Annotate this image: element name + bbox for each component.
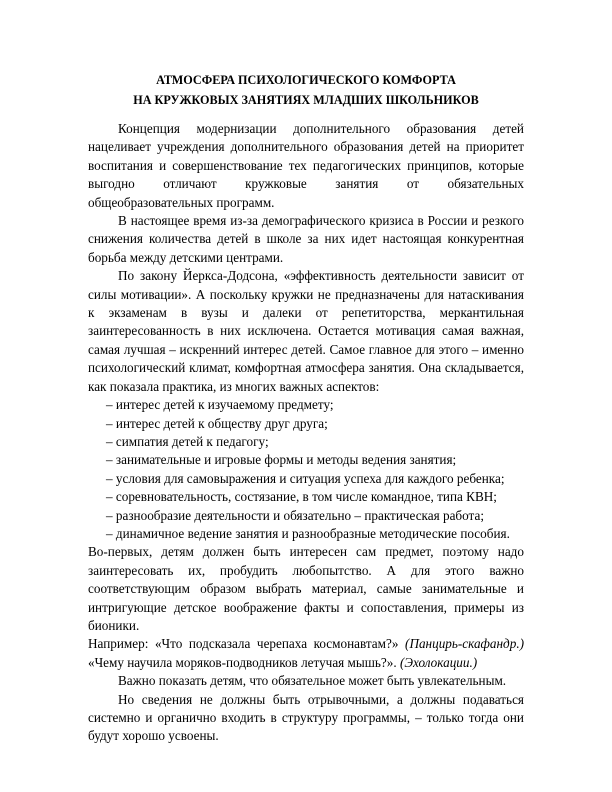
document-body bbox=[88, 120, 524, 746]
list-item: – разнообразие деятельности и обязательно – практическая работа; bbox=[106, 507, 484, 523]
example-lead: Например: «Что подсказала черепаха космонавтам?» bbox=[88, 636, 399, 652]
paragraph-yerkes-dodson: По закону Йеркса-Додсона, «эффективность деятельности зависит от силы мотивации». А поскольку кружки не предназначены для натаскивания к экзаменам в вузы и далеки от репетиторства, меркантильная заинтересованность в них исключена. Остается мотивация самая важная, самая лучшая – искренний интерес детей. Самое главное для этого – именно психологический климат, комфортная атмосфера занятия. Она складывается, как показала практика, из многих важных аспектов: bbox=[88, 268, 524, 394]
title-line-2: НА КРУЖКОВЫХ ЗАНЯТИЯХ МЛАДШИХ ШКОЛЬНИКОВ bbox=[133, 93, 479, 107]
document-title bbox=[88, 70, 524, 110]
list-item: – интерес детей к изучаемому предмету; bbox=[106, 397, 334, 413]
paragraph-closing-2: Но сведения не должны быть отрывочными, а должны подаваться системно и органично входить в структуру программы, – только тогда они будут хорошо усвоены. bbox=[88, 691, 524, 744]
aspects-list bbox=[88, 396, 524, 543]
paragraph-demography: В настоящее время из-за демографического кризиса в России и резкого снижения количества детей в школе за них идет настоящая конкурентная борьба между детскими центрами. bbox=[88, 213, 524, 265]
list-item: – динамичное ведение занятия и разнообразные методические пособия. bbox=[106, 525, 510, 541]
example-question-2: «Чему научила моряков-подводников летучая мышь?». bbox=[88, 654, 397, 670]
paragraph-closing-1: Важно показать детям, что обязательное может быть увлекательным. bbox=[118, 673, 507, 689]
list-item: – занимательные и игровые формы и методы ведения занятия; bbox=[106, 452, 457, 468]
example-answer-2: (Эхолокации.) bbox=[399, 654, 478, 670]
paragraph-first-point: Во-первых, детям должен быть интересен сам предмет, поэтому надо заинтересовать их, пробудить любопытство. А для этого важно соответствующим образом выбрать материал, самые занимательные и интригующие детское воображение факты и сопоставления, примеры из бионики. bbox=[88, 544, 524, 633]
list-item: – соревновательность, состязание, в том числе командное, типа КВН; bbox=[106, 489, 497, 505]
list-item: – интерес детей к обществу друг друга; bbox=[106, 415, 328, 431]
examples-block bbox=[88, 635, 524, 672]
list-item: – симпатия детей к педагогу; bbox=[106, 433, 269, 449]
example-answer-1: (Панцирь-скафандр.) bbox=[405, 636, 525, 652]
paragraph-concept: Концепция модернизации дополнительного образования детей нацеливает учреждения дополнительного образования детей на приоритет воспитания и совершенствование тех педагогических принципов, которые выгодно отличают кружковые занятия от обязательных общеобразовательных программ. bbox=[88, 121, 524, 210]
list-item: – условия для самовыражения и ситуация успеха для каждого ребенка; bbox=[106, 470, 505, 486]
title-line-1: АТМОСФЕРА ПСИХОЛОГИЧЕСКОГО КОМФОРТА bbox=[156, 73, 456, 87]
